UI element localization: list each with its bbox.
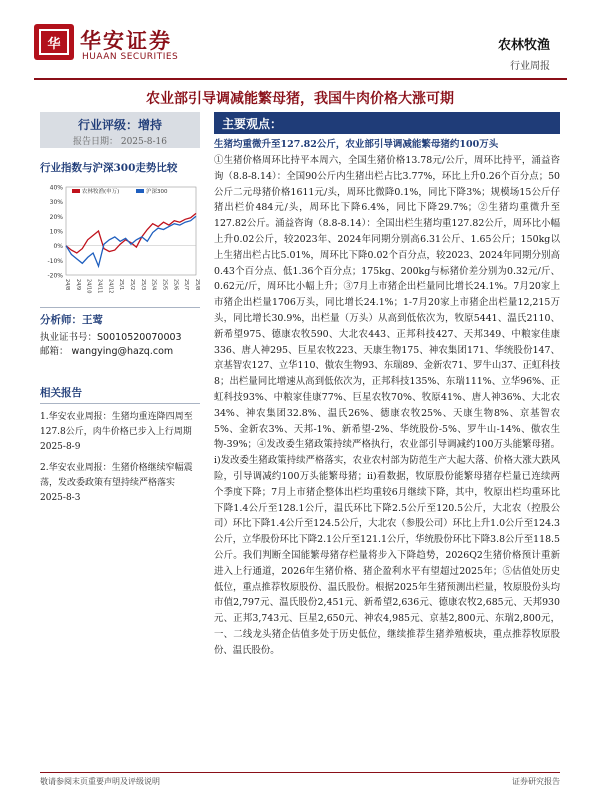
brand-name: 华安证券 [80, 28, 172, 53]
y-tick-label: 20% [49, 213, 63, 221]
x-tick-label: 24/9 [74, 279, 81, 291]
footer-report-label: 证券研究报告 [512, 777, 560, 786]
legend-swatch [136, 189, 144, 193]
x-tick-label: 25/2 [129, 279, 135, 291]
report-type: 行业周报 [510, 61, 550, 72]
header-divider [34, 78, 567, 80]
y-tick-label: -10% [47, 257, 63, 265]
main-content [214, 112, 560, 659]
legend-label: 沪深300 [146, 189, 168, 195]
industry-rating: 行业评级：增持 [77, 118, 162, 132]
index-chart [40, 179, 200, 301]
footer-divider [40, 772, 560, 773]
analyst-email: 邮箱： wangying@hazq.com [40, 346, 174, 357]
brand-name-en: HUAAN SECURITIES [82, 52, 179, 62]
footer-disclaimer[interactable]: 敬请参阅末页重要声明及评级说明 [40, 777, 160, 786]
legend-label: 农林牧渔(申万) [82, 189, 120, 195]
sector-label: 农林牧渔 [497, 38, 550, 53]
analyst-title: 分析师：王莺 [40, 307, 200, 327]
y-tick-label: 30% [49, 199, 63, 207]
related-report-item[interactable]: 2.华安农业周报：生猪价格继续窄幅震荡，发改委政策有望持续严格落实 2025-8-3 [40, 463, 193, 503]
x-tick-label: 25/4 [150, 279, 157, 291]
chart-title: 行业指数与沪深300走势比较 [40, 162, 178, 174]
index-chart-svg [40, 179, 200, 301]
y-tick-label: 10% [49, 228, 63, 236]
x-tick-label: 24/10 [85, 279, 92, 294]
left-sidebar [40, 112, 200, 506]
y-tick-label: -20% [47, 272, 63, 280]
chart-frame [66, 187, 196, 275]
report-header [0, 0, 600, 80]
x-tick-label: 24/11 [96, 279, 103, 294]
rating-box [40, 112, 200, 148]
huaan-logo-icon [34, 24, 74, 60]
x-tick-label: 25/1 [118, 279, 125, 291]
x-tick-label: 25/3 [139, 279, 146, 291]
x-tick-label: 24/8 [64, 279, 70, 291]
logo-glyph: 华 [39, 29, 69, 55]
y-tick-label: 40% [49, 184, 63, 192]
x-tick-label: 24/12 [107, 279, 114, 294]
x-tick-label: 25/8 [194, 279, 200, 291]
y-tick-label: 0% [53, 243, 63, 251]
legend-swatch [72, 189, 80, 193]
key-points-subtitle: 生猪均重微升至127.82公斤，农业部引导调减能繁母猪约100万头 [214, 139, 499, 150]
key-points-body: ①生猪价格周环比持平本周六，全国生猪价格13.78元/公斤，周环比持平，涌益咨询（8.8-8.14）：全国90公斤内生猪出栏占比3.77%，环比上升0.26个百分点；50公斤二元母猪价格1611元/头，周环比微降0.1%，同比下降3%；规模场15公斤仔猪出栏价484元/头，周环比下降6.4%，同比下降29.7%；②生猪均重微升至127.82公斤。涌益咨询（8.8-8.14）：全国出栏生猪均重127.82公斤，周环比小幅上升0.02公斤，较2023年、2024年同期分别高6.31公斤、1.65公斤；150kg以上生猪出栏占比5.01%，周环比下降0.02个百分点，较2023、2024年同期分别高0.43个百分点、低1.36个百分点；175kg、200kg与标猪价差分别为0.32元/斤、0.62元/斤，周环比小幅上升；③7月上市猪企出栏量同比增长24.1%。7月20家上市猪企出栏量1706万头，同比增长24.1%；1-7月20家上市猪企出栏量12,215万头，同比增长30.9%，出栏量（万头）从高到低依次为，牧原5441、温氏2110、新希望975、德康农牧590、大北农443、正邦科技427、天邦349、中粮家佳康336、唐人神295、巨星农牧223、天康生物175、神农集团171、华统股份147、京基智农127、立华110、傲农生物93、东瑞89、金新农71、罗牛山37、正虹科技8；出栏量同比增速从高到低依次为，正邦科技135%、东瑞111%、立华96%、正虹科技93%、中粮家佳康77%、巨星农牧70%、牧原41%、唐人神36%、大北农34%、神农集团32.8%、温氏26%、德康农牧25%、天康生物8%、京基智农5%、金新农3%、天邦-1%、新希望-2%、华统股份-5%、罗牛山-14%、傲农生物-39%；④发改委生猪政策持续严格执行，农业部引导调减约100万头能繁母猪。i)发改委生猪政策持续严格落实，农业农村部为防范生产大起大落、价格大涨大跌风险，引导调减约100万头能繁母猪；ii)看数据，牧原股份能繁母猪存栏量已连续两个季度下降；7月上市猪企整体出栏均重较6月继续下降，其中，牧原出栏均重环比下降1.4公斤至128.1公斤，温氏环比下降2.5公斤至120.5公斤，大北农（控股公司）环比下降1.4公斤至124.5公斤，大北农（参股公司）环比上升1.0公斤至124.3公斤，立华股份环比下降2.1公斤至121.1公斤，华统股份环比下降3.8公斤至118.5公斤。我们判断全国能繁母猪存栏量将步入下降趋势，2026Q2生猪价格预计重新进入上行通道，2026年生猪价格、猪企盈利水平有望超过2025年；⑤估值处历史低位，重点推荐牧原股份、温氏股份。根据2025年生猪预测出栏量，牧原股份头均市值2,797元、温氏股份2,451元、新希望2,636元、德康农牧2,685元、天邦930元、正邦3,743元、巨星2,650元、神农4,985元、京基2,800元、东瑞2,800元，一、二线龙头猪企估值多处于历史低位，继续推荐生猪养殖板块，重点推荐牧原股份、温氏股份。 [214, 155, 561, 656]
report-title: 农业部引导调减能繁母猪，我国牛肉价格大涨可期 [146, 91, 454, 107]
x-tick-label: 25/5 [161, 279, 168, 291]
series-line [66, 213, 196, 253]
related-reports-title: 相关报告 [40, 385, 200, 404]
key-points-header: 主要观点： [214, 112, 560, 134]
x-tick-label: 25/7 [183, 279, 190, 291]
series-line [66, 216, 196, 266]
related-report-item[interactable]: 1.华安农业周报：生猪均重连降四周至127.8公斤，肉牛价格已步入上行周期 2025-8-9 [40, 412, 193, 452]
analyst-cert: 执业证书号：S0010520070003 [40, 332, 182, 343]
report-date: 报告日期： 2025-8-16 [72, 137, 168, 147]
x-tick-label: 25/6 [172, 279, 179, 291]
